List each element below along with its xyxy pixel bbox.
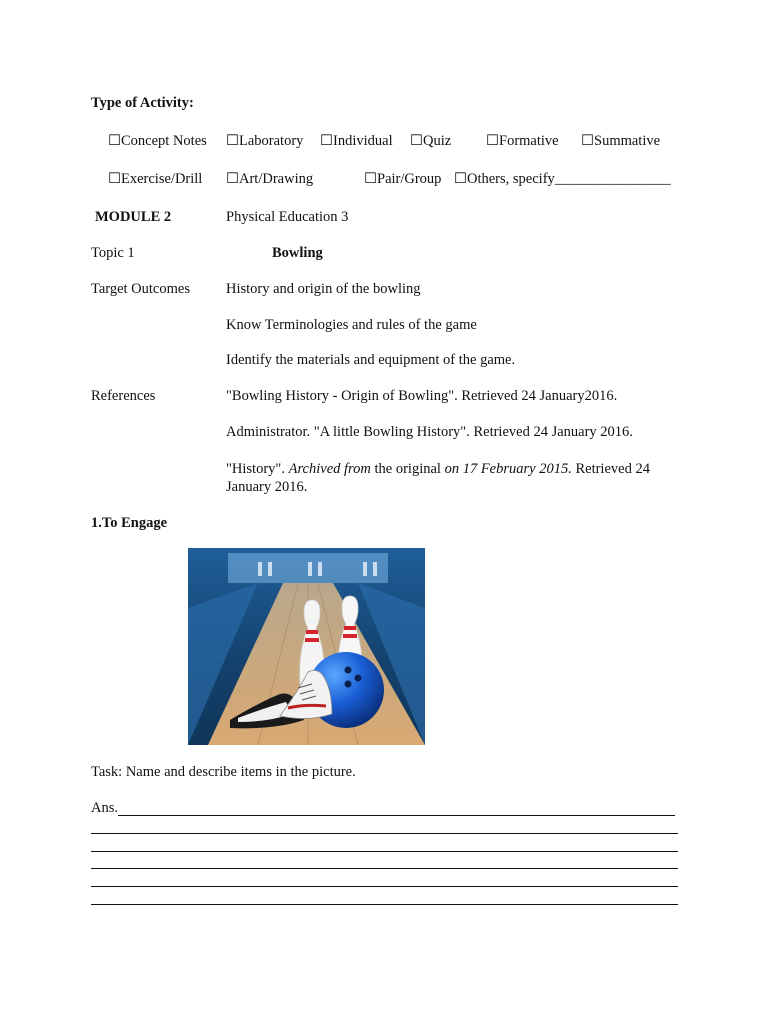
topic-title: Bowling: [272, 245, 323, 261]
checkbox-laboratory[interactable]: ☐Laboratory: [226, 133, 304, 149]
reference-archived-link[interactable]: Archived from: [288, 461, 371, 477]
checkbox-art-drawing[interactable]: ☐Art/Drawing: [226, 171, 314, 187]
references-label: References: [91, 388, 156, 404]
activity-heading: Type of Activity:: [91, 95, 194, 111]
checkbox-others-specify[interactable]: ☐Others, specify________________: [454, 171, 671, 187]
checkbox-exercise-drill[interactable]: ☐Exercise/Drill: [108, 171, 203, 187]
outcome-item: Identify the materials and equipment of the game.: [226, 352, 516, 368]
outcomes-label: Target Outcomes: [91, 281, 190, 297]
module-label: MODULE 2: [95, 209, 172, 225]
checkbox-quiz[interactable]: ☐Quiz: [410, 133, 452, 149]
answer-line[interactable]: [91, 886, 678, 887]
outcome-item: Know Terminologies and rules of the game: [226, 317, 477, 333]
answer-line[interactable]: [91, 833, 678, 834]
answer-line[interactable]: [91, 851, 678, 852]
answer-line[interactable]: [91, 868, 678, 869]
reference-history-part: Retrieved 24 January 2016.: [226, 461, 650, 495]
checkbox-formative[interactable]: ☐Formative: [486, 133, 559, 149]
task-text: Task: Name and describe items in the picture.: [91, 764, 356, 780]
topic-label: Topic 1: [91, 245, 135, 261]
checkbox-concept-notes[interactable]: ☐Concept Notes: [108, 133, 207, 149]
reference-archive-date: on 17 February 2015.: [444, 461, 572, 477]
reference-item: "Bowling History - Origin of Bowling". Retrieved 24 January2016.: [226, 388, 618, 404]
checkbox-pair-group[interactable]: ☐Pair/Group: [364, 171, 442, 187]
module-subject: Physical Education 3: [226, 209, 349, 225]
answer-line[interactable]: [91, 904, 678, 905]
checkbox-individual[interactable]: ☐Individual: [320, 133, 393, 149]
answer-label: Ans.: [91, 800, 118, 816]
checkbox-summative[interactable]: ☐Summative: [581, 133, 661, 149]
bowling-image: [188, 548, 425, 745]
engage-heading: 1.To Engage: [91, 515, 168, 531]
outcome-item: History and origin of the bowling: [226, 281, 421, 297]
reference-item: Administrator. "A little Bowling History". Retrieved 24 January 2016.: [226, 424, 633, 440]
answer-line[interactable]: [118, 815, 675, 816]
reference-item-history: [226, 460, 681, 496]
reference-history-part: "History".: [226, 461, 289, 477]
reference-history-part: the original: [370, 461, 445, 477]
